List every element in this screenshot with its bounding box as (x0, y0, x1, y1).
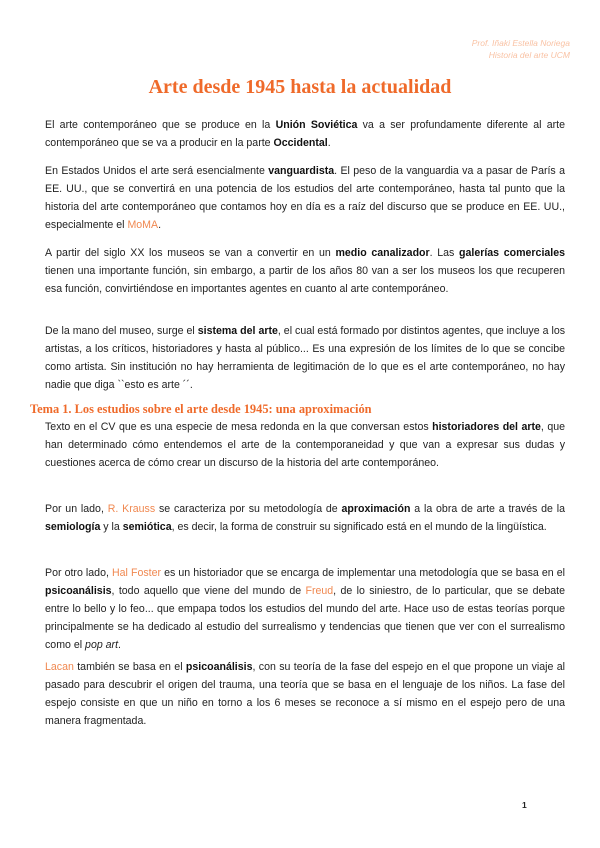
link-krauss[interactable]: R. Krauss (107, 503, 156, 515)
paragraph-intro-2: En Estados Unidos el arte será esencialmente vanguardista. El peso de la vanguardia va a pasar de París a EE. UU., que se convertirá en una potencia de los estudios del arte contemporáneo, hasta tal punto que la historia del arte contemporáneo que contamos hoy en día es a raíz del discurso que se produce en EE. UU., especialmente el MoMA. (45, 165, 565, 231)
bold-term: psicoanálisis (45, 585, 112, 597)
bold-term: medio canalizador (335, 247, 430, 259)
paragraph-section-2: Por un lado, R. Krauss se caracteriza por su metodología de aproximación a la obra de arte a través de la semiología y la semiótica, es decir, la forma de construir su significado está en el mundo de la lingüística. (45, 503, 566, 533)
paragraph-intro-4: De la mano del museo, surge el sistema del arte, el cual está formado por distintos agentes, que incluye a los artistas, a los críticos, historiadores y hasta al público... Es una expresión de los límites de lo que se concibe como artista. Sin institución no hay herramienta de legitimación de lo que es el arte contemporáneo, no hay nadie que diga ``esto es arte ´´. (45, 325, 566, 391)
paragraph-section-1: Texto en el CV que es una especie de mesa redonda en la que conversan estos historiadores del arte, que han determinado cómo entendemos el arte de la contemporaneidad y que van a expresar sus dudas y cuestiones acerca de cómo crear un discurso de la historia del arte contemporáneo. (45, 421, 565, 469)
paragraph-section-3: Por otro lado, Hal Foster es un historiador que se encarga de implementar una metodología que se basa en el psicoanálisis, todo aquello que viene del mundo de Freud, de lo siniestro, de lo particular, que se debate entre lo bello y lo feo... que empapa todos los estudios del mundo del arte. Hace uso de estas teorías porque principalmente se ha dedicado al estudio del surrealismo y tendencias que tienen que ver con el surrealismo como el pop art. (45, 567, 566, 651)
paragraph-section-4: Lacan también se basa en el psicoanálisis, con su teoría de la fase del espejo en el que propone un viaje al pasado para descubrir el origen del trauma, una teoría que se basa en el lenguaje de los niños. La fase del espejo consiste en que un niño en torno a los 6 meses se reconoce a sí mismo en el espejo pero de una manera fragmentada. (45, 661, 565, 727)
bold-term: aproximación (341, 503, 411, 515)
bold-term: sistema del arte (197, 325, 278, 337)
bold-term: historiadores del arte (432, 421, 541, 433)
bold-term: vanguardista (268, 165, 335, 177)
bold-term: semiología (45, 521, 101, 533)
bold-term: Occidental (273, 137, 328, 149)
bold-term: galerías comerciales (459, 247, 566, 259)
page-number: 1 (522, 800, 527, 810)
paragraph-intro-1: El arte contemporáneo que se produce en la Unión Soviética va a ser profundamente diferente al arte contemporáneo que se va a producir en la parte Occidental. (45, 119, 566, 149)
paragraph-intro-3: A partir del siglo XX los museos se van a convertir en un medio canalizador. Las galerías comerciales tienen una importante función, sin embargo, a partir de los años 80 van a ser los museos los que recuperen esa función, convirtiéndose en importantes agentes en cuanto al arte contemporáneo. (45, 247, 566, 295)
header-author: Prof. Iñaki Estella Noriega (471, 38, 570, 48)
link-moma[interactable]: MoMA (127, 219, 159, 231)
link-freud[interactable]: Freud (305, 585, 334, 597)
header-course: Historia del arte UCM (488, 50, 570, 60)
link-lacan[interactable]: Lacan (45, 661, 74, 673)
page-header (472, 37, 570, 61)
bold-term: Unión Soviética (275, 119, 358, 131)
italic-term: pop art (85, 639, 119, 651)
bold-term: psicoanálisis (185, 661, 253, 673)
document-title: Arte desde 1945 hasta la actualidad (148, 76, 452, 98)
section-heading: Tema 1. Los estudios sobre el arte desde 1945: una aproximación (30, 402, 372, 416)
bold-term: semiótica (122, 521, 172, 533)
link-hal-foster[interactable]: Hal Foster (112, 567, 162, 579)
